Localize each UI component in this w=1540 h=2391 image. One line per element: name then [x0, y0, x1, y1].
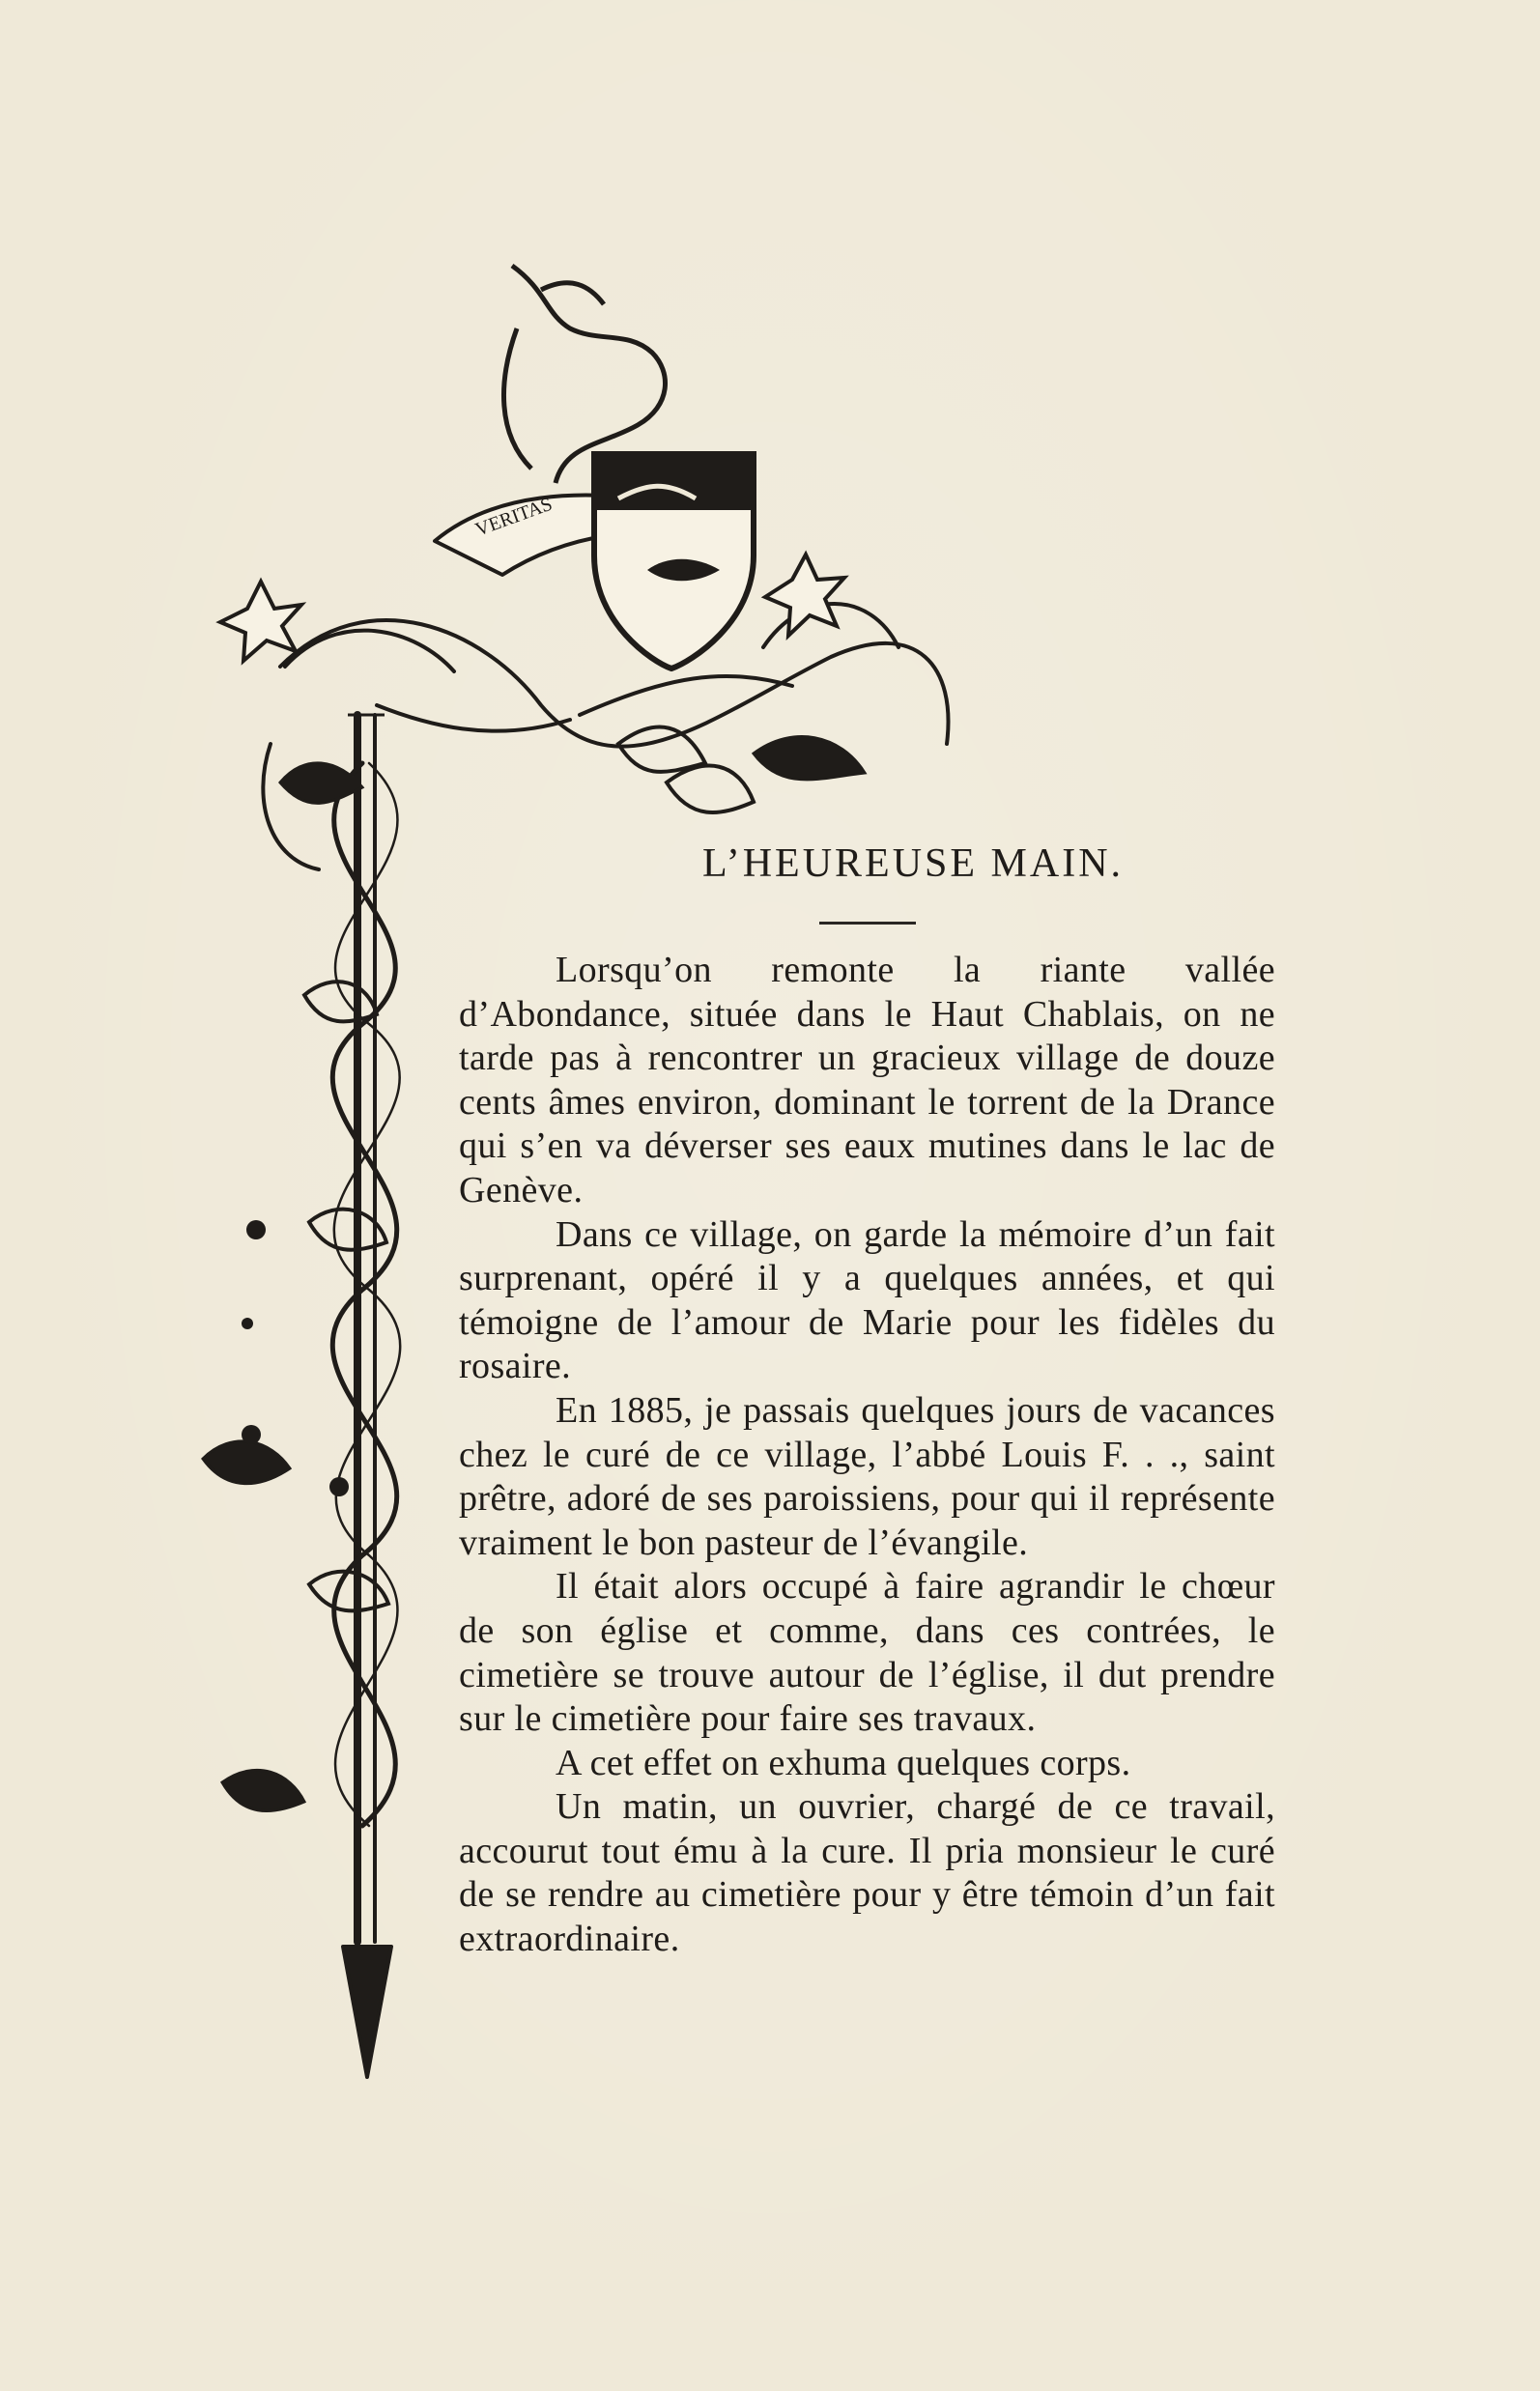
chapter-title: L’HEUREUSE MAIN.: [701, 841, 1125, 886]
paragraph-5: A cet effet on exhuma quelques corps.: [556, 1742, 1131, 1783]
shield-icon: [594, 454, 754, 669]
paragraph-3: En 1885, je passais quelques jours de vacances chez le curé de ce village, l’abbé Louis F. . ., saint prêtre, adoré de ses paroissiens, pour qui il représente vraiment le bon pasteur de l’évangile.: [459, 1389, 1275, 1563]
paragraph-4: Il était alors occupé à faire agrandir le chœur de son église et comme, dans ces contrées, le cimetière se trouve autour de l’église, il dut prendre sur le cimetière pour faire ses travaux.: [459, 1566, 1275, 1740]
dragon-icon: [503, 266, 665, 483]
body-text: [459, 949, 1275, 1962]
title-divider: [819, 922, 916, 925]
ornament-motto: VERITAS: [472, 493, 556, 541]
paragraph-2: Dans ce village, on garde la mémoire d’un fait surprenant, opéré il y a quelques années, et qui témoigne de l’amour de Marie pour les fidèles du rosaire.: [459, 1213, 1275, 1387]
paragraph-6: Un matin, un ouvrier, chargé de ce travail, accourut tout ému à la cure. Il pria monsieur le curé de se rendre au cimetière pour y être témoin d’un fait extraordinaire.: [459, 1786, 1275, 1960]
paragraph-1: Lorsqu’on remonte la riante vallée d’Abondance, située dans le Haut Chablais, on ne tarde pas à rencontrer un gracieux village de douze cents âmes environ, dominant le torrent de la Drance qui s’en va déverser ses eaux mutines dans le lac de Genève.: [459, 950, 1275, 1210]
